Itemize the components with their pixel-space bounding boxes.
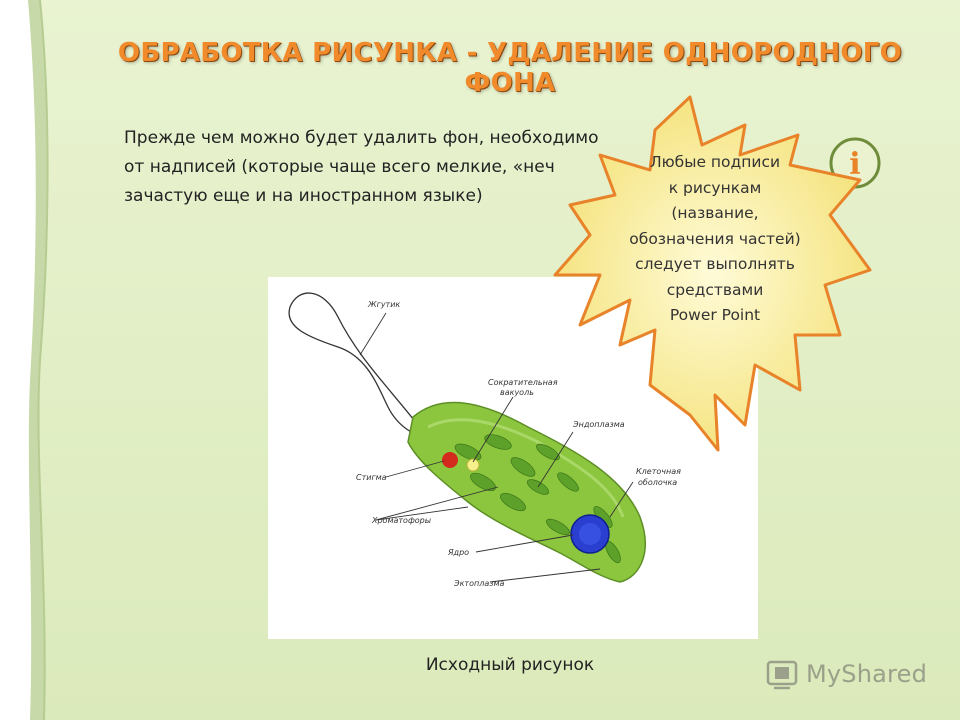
callout-line: следует выполнять bbox=[635, 255, 795, 273]
contractile-vacuole bbox=[467, 459, 479, 471]
slide-title: ОБРАБОТКА РИСУНКА - УДАЛЕНИЕ ОДНОРОДНОГО ФОНА bbox=[117, 38, 903, 98]
label-contractile-vacuole-1: Сократительная bbox=[488, 378, 558, 387]
label-contractile-vacuole-2: вакуоль bbox=[500, 388, 534, 397]
callout-line: (название, bbox=[671, 204, 759, 222]
label-cell-membrane-1: Клеточная bbox=[636, 467, 681, 476]
stigma bbox=[442, 452, 458, 468]
label-flagellum: Жгутик bbox=[368, 300, 401, 309]
callout-line: Power Point bbox=[669, 306, 761, 324]
label-endoplasm: Эндоплазма bbox=[573, 420, 625, 429]
info-icon-letter: i bbox=[849, 147, 861, 182]
watermark-text: MyShared bbox=[806, 660, 928, 688]
callout-line: Любые подписи bbox=[649, 153, 781, 171]
label-cell-membrane-2: оболочка bbox=[638, 478, 678, 487]
callout-line: к рисункам bbox=[668, 178, 762, 197]
body-line: Прежде чем можно будет удалить фон, необходимо bbox=[124, 128, 599, 148]
label-ectoplasm: Эктоплазма bbox=[454, 579, 505, 588]
label-nucleus: Ядро bbox=[448, 548, 470, 557]
callout-text bbox=[600, 150, 830, 329]
callout-line: средствами bbox=[666, 280, 764, 299]
label-stigma: Стигма bbox=[356, 473, 387, 482]
body-line: от надписей (которые чаще всего мелкие, «неч bbox=[124, 157, 555, 177]
label-chromatophores: Хроматофоры bbox=[372, 516, 432, 525]
callout-line: обозначения частей) bbox=[629, 229, 801, 248]
figure-caption: Исходный рисунок bbox=[425, 655, 595, 675]
left-ribbon-decoration bbox=[0, 0, 70, 720]
flagellum-line bbox=[289, 293, 428, 437]
body-line: зачастую еще и на иностранном языке) bbox=[124, 186, 483, 206]
